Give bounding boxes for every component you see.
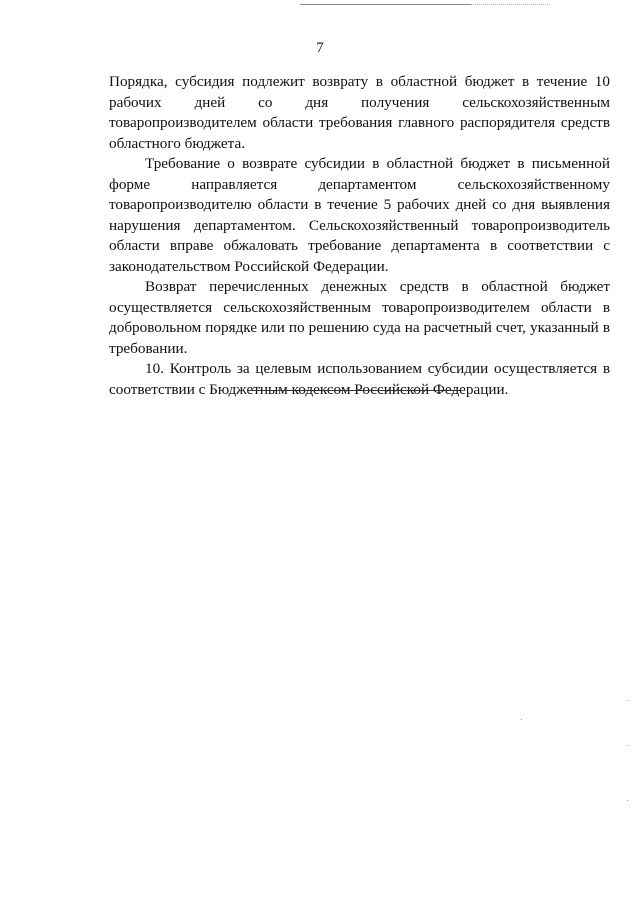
top-scan-line [300,4,470,5]
end-of-text-line [250,390,460,391]
scan-speck [628,700,629,701]
paragraph-control: 10. Контроль за целевым использованием субсидии осуществляется в соответствии с Бюджетным кодексом Российской Федерации. [109,360,610,398]
scan-speck [521,719,522,720]
scan-speck [627,800,628,801]
document-body [109,72,610,400]
paragraph-refund-procedure: Возврат перечисленных денежных средств в областной бюджет осуществляется сельскохозяйственным товаропроизводителем области в добровольном порядке или по решению суда на расчетный счет, указанный в требовании. [109,278,610,357]
paragraph-refund-demand: Требование о возврате субсидии в областной бюджет в письменной форме направляется департаментом сельскохозяйственному товаропроизводителю области в течение 5 рабочих дней со дня выявления нарушения департаментом. Сельскохозяйственный товаропроизводитель области вправе обжаловать требование департамента в соответствии с законодательством Российской Федерации. [109,155,610,275]
paragraph-continuation: Порядка, субсидия подлежит возврату в областной бюджет в течение 10 рабочих дней со дня получения сельскохозяйственным товаропроизводителем области требования главного распорядителя средств областного бюджета. [109,73,610,152]
scan-speck [628,745,629,746]
page-number: 7 [316,40,324,56]
top-scan-line-faint [470,4,550,5]
